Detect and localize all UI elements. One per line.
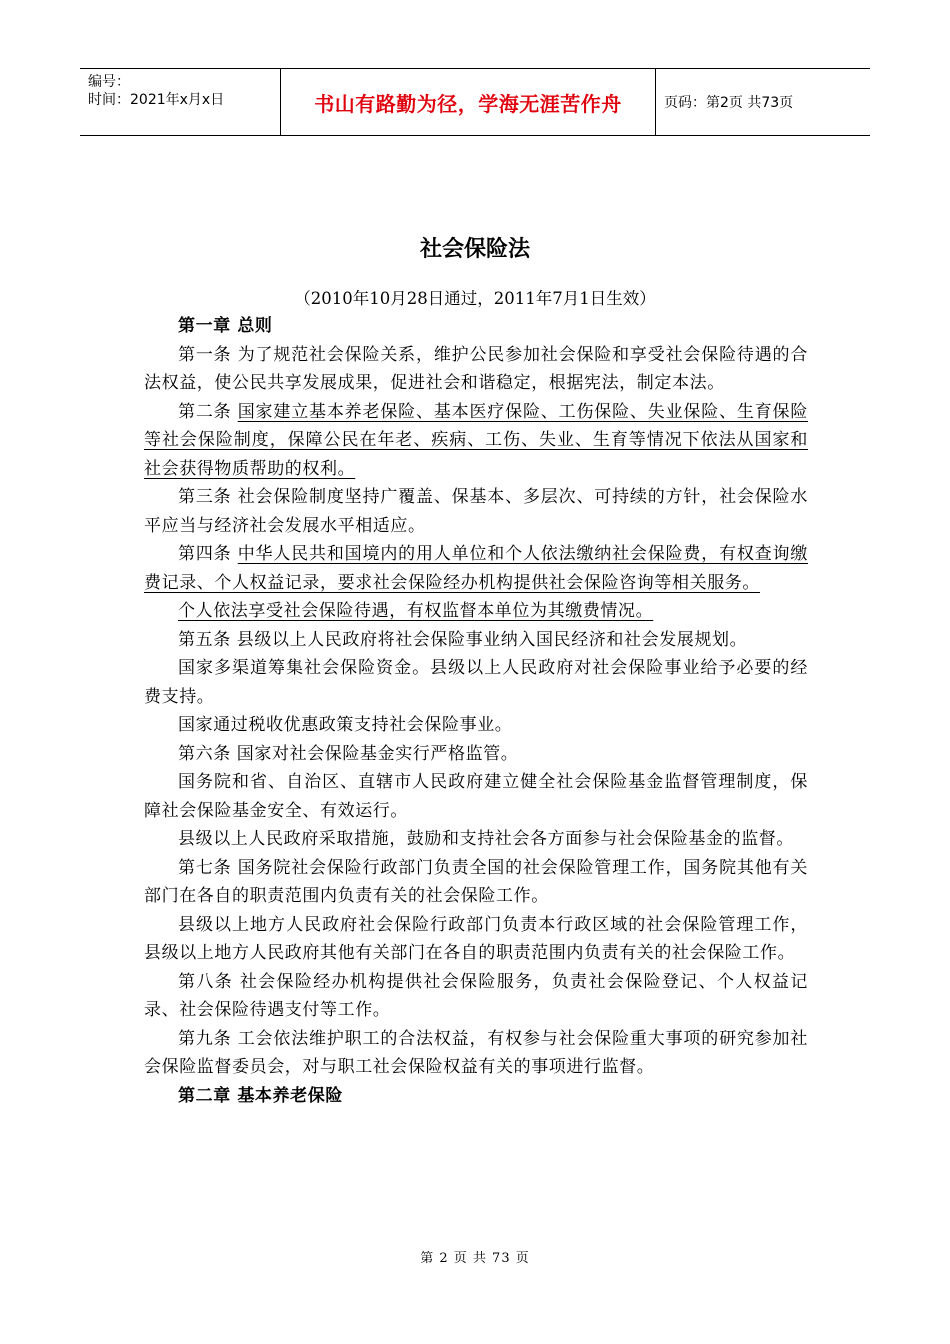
article-7: 第七条 国务院社会保险行政部门负责全国的社会保险管理工作，国务院其他有关部门在各自的职责范围内负责有关的社会保险工作。 [144, 857, 808, 906]
document-title: 社会保险法 [419, 237, 530, 262]
article-7-paragraph-2: 县级以上地方人民政府社会保险行政部门负责本行政区域的社会保险管理工作，县级以上地方人民政府其他有关部门在各自的职责范围内负责有关的社会保险工作。 [144, 914, 808, 963]
document-subtitle: （2010年10月28日通过，2011年7月1日生效） [294, 289, 656, 308]
document-number-label: 编号： [88, 74, 130, 90]
article-1: 第一条 为了规范社会保险关系，维护公民参加社会保险和享受社会保险待遇的合法权益，使公民共享发展成果，促进社会和谐稳定，根据宪法，制定本法。 [144, 344, 808, 393]
header-meta [80, 69, 280, 135]
document-date-label: 时间：2021年x月x日 [88, 92, 225, 108]
article-5-paragraph-2: 国家多渠道筹集社会保险资金。县级以上人民政府对社会保险事业给予必要的经费支持。 [144, 658, 808, 707]
page-header [80, 68, 870, 136]
article-3: 第三条 社会保险制度坚持广覆盖、保基本、多层次、可持续的方针，社会保险水平应当与经济社会发展水平相适应。 [144, 487, 808, 536]
article-2-label: 第二条 [178, 401, 238, 422]
article-5: 第五条 县级以上人民政府将社会保险事业纳入国民经济和社会发展规划。 [178, 629, 748, 650]
chapter-heading: 第二章 基本养老保险 [178, 1085, 343, 1106]
article-4-paragraph-2-text: 个人依法享受社会保险待遇，有权监督本单位为其缴费情况。 [178, 601, 654, 621]
article-6-paragraph-2: 国务院和省、自治区、直辖市人民政府建立健全社会保险基金监督管理制度，保障社会保险基金安全、有效运行。 [144, 772, 808, 821]
header-motto: 书山有路勤为径，学海无涯苦作舟 [280, 69, 656, 135]
article-2 [144, 398, 808, 484]
chapter-heading: 第一章 总则 [178, 316, 273, 336]
header-page-info: 页码：第2页 共73页 [664, 95, 794, 111]
page-footer: 第 2 页 共 73 页 [420, 1251, 530, 1266]
article-9: 第九条 工会依法维护职工的合法权益，有权参与社会保险重大事项的研究参加社会保险监督委员会，对与职工社会保险权益有关的事项进行监督。 [144, 1028, 808, 1077]
article-2-text: 国家建立基本养老保险、基本医疗保险、工伤保险、失业保险、生育保险等社会保险制度，保障公民在年老、疾病、工伤、失业、生育等情况下依法从国家和社会获得物质帮助的权利。 [144, 401, 808, 479]
article-6-paragraph-3: 县级以上人民政府采取措施，鼓励和支持社会各方面参与社会保险基金的监督。 [178, 829, 794, 849]
article-4 [144, 540, 808, 597]
document-body [144, 312, 808, 1110]
article-8: 第八条 社会保险经办机构提供社会保险服务，负责社会保险登记、个人权益记录、社会保险待遇支付等工作。 [144, 971, 808, 1020]
article-5-paragraph-3: 国家通过税收优惠政策支持社会保险事业。 [178, 715, 513, 735]
article-4-label: 第四条 [178, 544, 238, 564]
article-6: 第六条 国家对社会保险基金实行严格监管。 [178, 743, 519, 764]
article-4-text: 中华人民共和国境内的用人单位和个人依法缴纳社会保险费，有权查询缴费记录、个人权益记录，要求社会保险经办机构提供社会保险咨询等相关服务。 [144, 544, 808, 593]
article-4-paragraph-2 [144, 597, 808, 626]
